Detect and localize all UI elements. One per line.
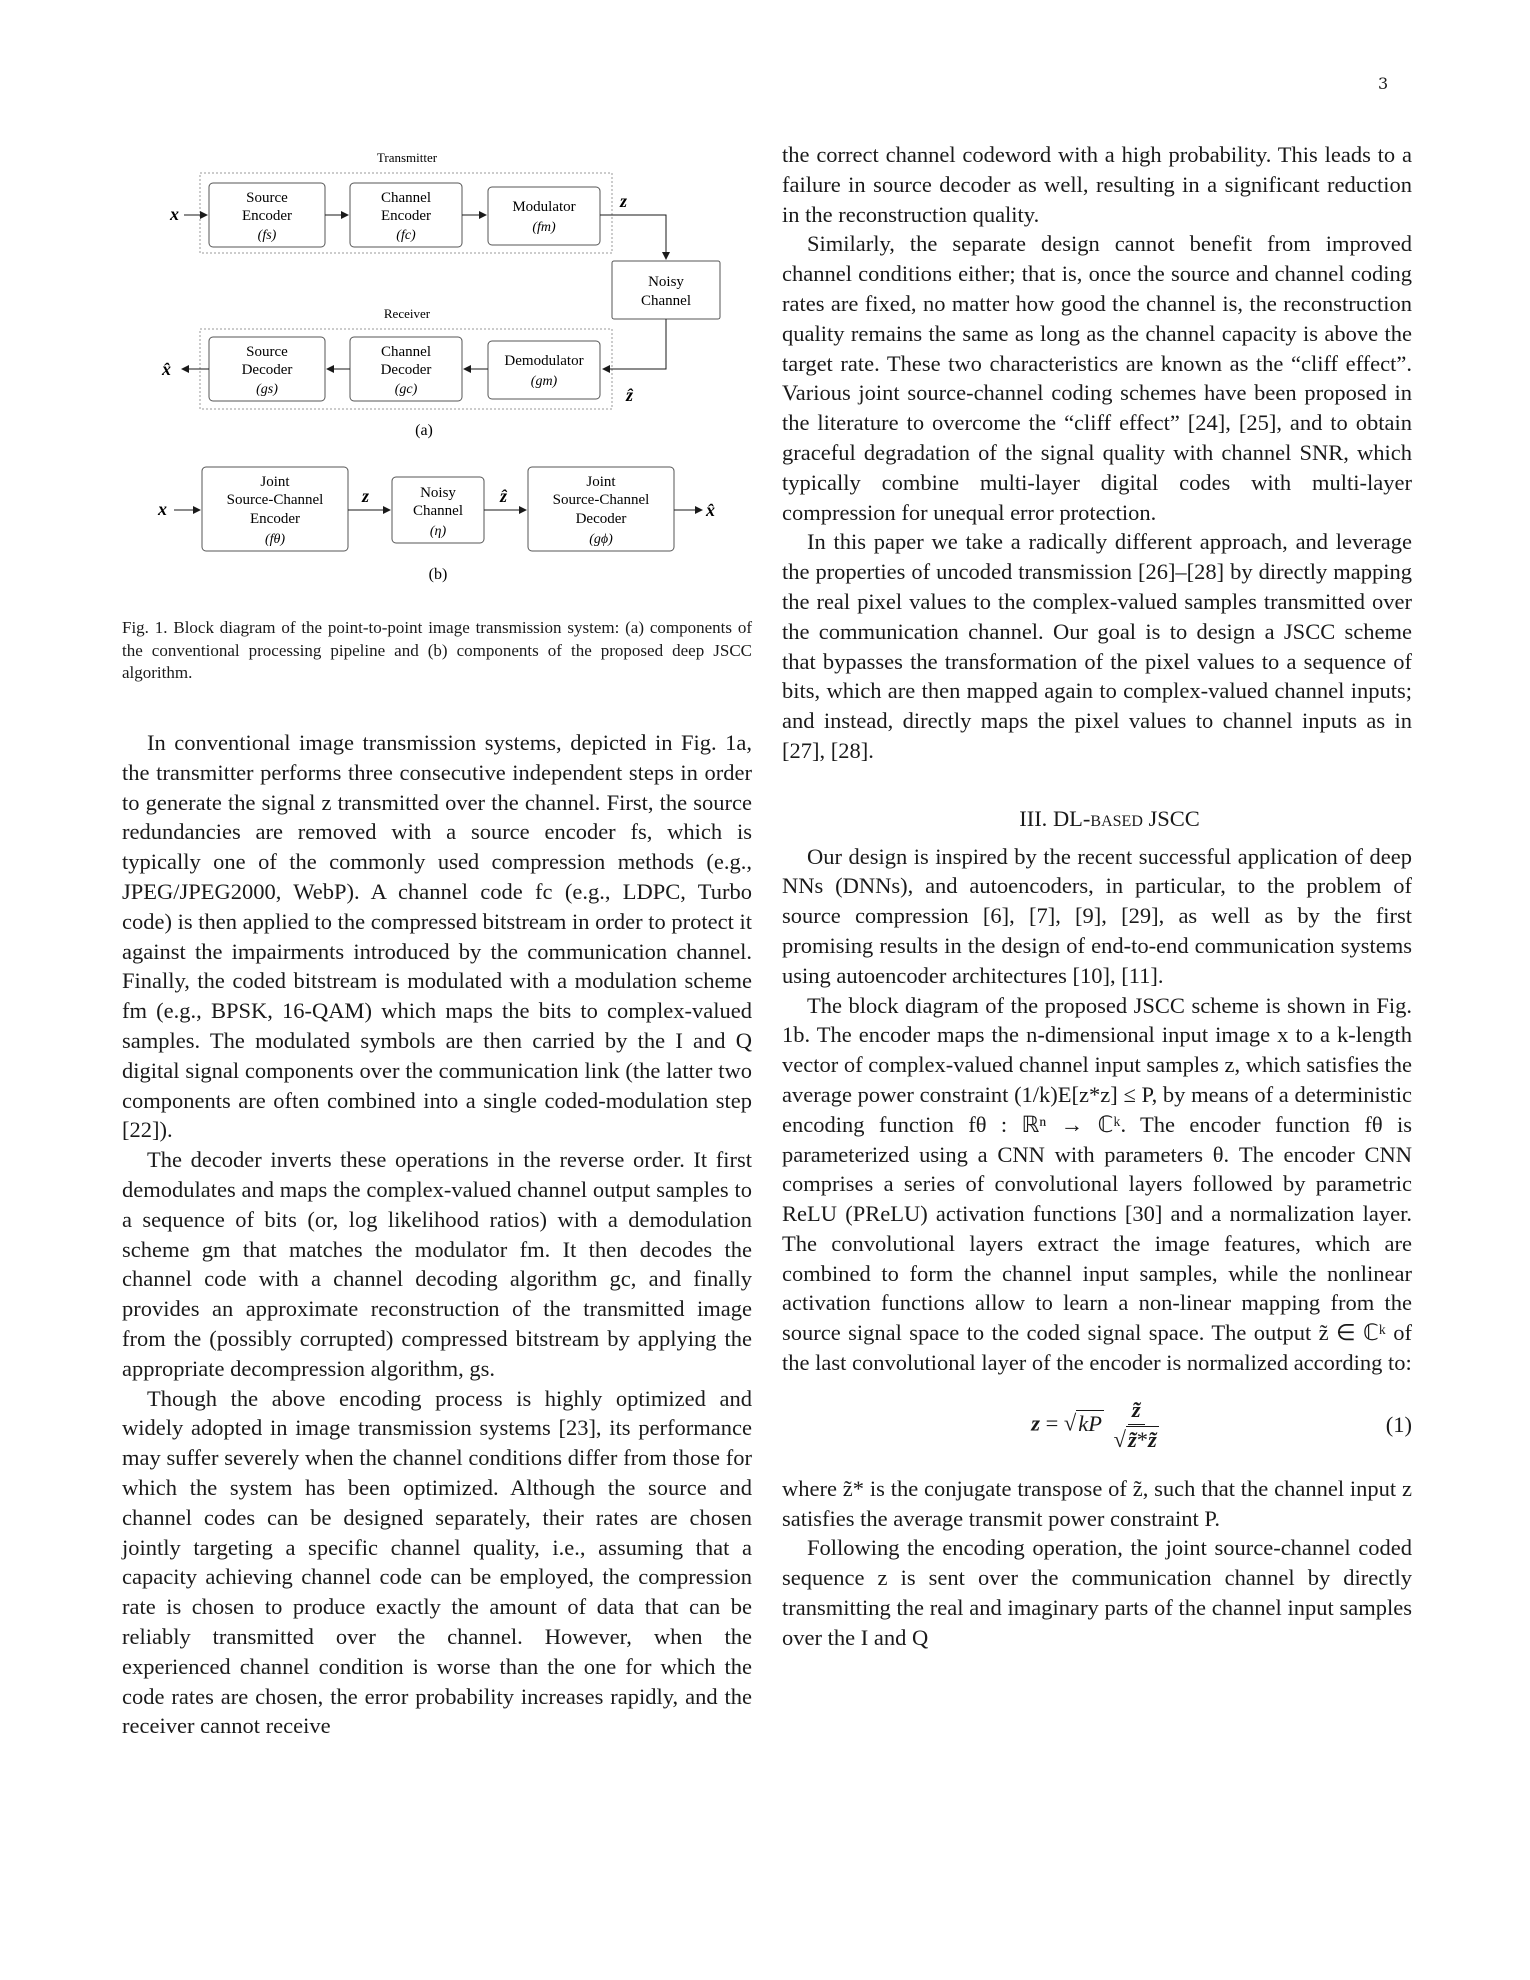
right-paragraph-7: Following the encoding operation, the joint source-channel coded sequence z is sent over the communication channel by directly transmitting the real and imaginary parts of the channel input samples over the I and Q xyxy=(782,1535,1412,1650)
source-encoder-line1: Source xyxy=(246,190,288,206)
equation-1-number: (1) xyxy=(1385,1411,1412,1437)
channel-decoder-line1: Channel xyxy=(381,344,431,360)
right-paragraph-3: In this paper we take a radically different approach, and leverage the properties of uncoded transmission [26]–[28] by directly mapping the real pixel values to the complex-valued samples transmitted over the communication channel. Our goal is to design a JSCC scheme that bypasses the transformation of the pixel values to a sequence of bits, which are then mapped again to complex-valued channel inputs; and instead, directly maps the pixel values to channel inputs as in [27], [28]. xyxy=(782,529,1412,763)
right-paragraph-6: where z̃* is the conjugate transpose of z̃, such that the channel input z satisfies the average transmit power constraint P. xyxy=(782,1475,1412,1531)
zhat-label-a: ẑ xyxy=(626,385,634,405)
source-encoder-line2: Encoder xyxy=(242,208,292,224)
left-paragraph-3: Though the above encoding process is highly optimized and widely adopted in image transmission systems [23], its performance may suffer severely when the channel conditions differ from those for which the system has been optimized. Although the source and channel codes can be designed separately, their rates are chosen jointly targeting a specific channel quality, i.e., assuming that a capacity achieving channel code can be employed, the compression rate is chosen to produce exactly the amount of data that can be reliably transmitted over the channel. However, when the experienced channel condition is worse than the one for which the code rates are chosen, the error probability increases rapidly, and the receiver cannot receive xyxy=(122,1385,752,1739)
section-number: III. xyxy=(1019,805,1048,831)
input-x-b: x xyxy=(158,499,167,519)
block-diagram-svg xyxy=(122,145,762,605)
channel-decoder-line3: (gc) xyxy=(394,382,418,397)
arrow-mod-to-channel xyxy=(600,215,666,259)
channel-encoder-line3: (fc) xyxy=(396,228,416,243)
left-column xyxy=(122,728,752,1741)
demodulator-line1: Demodulator xyxy=(504,353,584,369)
demodulator-line2: (gm) xyxy=(530,374,558,389)
receiver-label: Receiver xyxy=(383,306,431,321)
noisy-channel-b-line2: Channel xyxy=(413,503,463,519)
demodulator-box xyxy=(488,341,600,399)
jscc-decoder-line3: Decoder xyxy=(575,511,627,527)
zhat-label-b: ẑ xyxy=(500,486,508,506)
modulator-box xyxy=(488,187,600,245)
left-paragraph-2: The decoder inverts these operations in the reverse order. It first demodulates and maps the complex-valued channel output samples to a sequence of bits (or, log likelihood ratios) with a demodulation scheme gm that matches the modulator fm. It then decodes the channel code with a channel decoding algorithm gc, and finally provides an approximate reconstruction of the transmitted image from the (possibly corrupted) compressed bitstream by applying the appropriate decompression algorithm, gs. xyxy=(122,1147,752,1381)
equation-1-fraction: $\frac{z̃}{√z̃*z̃}$ xyxy=(1113,1397,1157,1453)
right-paragraph-1: the correct channel codeword with a high probability. This leads to a failure in source decoder as well, resulting in a significant reduction in the reconstruction quality. xyxy=(782,142,1412,227)
output-xhat-b: x̂ xyxy=(706,500,715,520)
section-title: DL-based JSCC xyxy=(1052,805,1200,831)
jscc-decoder-line2: Source-Channel xyxy=(552,492,650,508)
jscc-encoder-line1: Joint xyxy=(260,474,290,490)
jscc-encoder-line4: (fθ) xyxy=(264,532,286,547)
left-paragraph-1: In conventional image transmission systems, depicted in Fig. 1a, the transmitter performs three consecutive independent steps in order to generate the signal z transmitted over the channel. First, the source redundancies are removed with a source encoder fs, which is typically one of the commonly used compression methods (e.g., JPEG/JPEG2000, WebP). A channel code fc (e.g., LDPC, Turbo code) is then applied to the compressed bitstream in order to protect it against the impairments introduced by the communication channel. Finally, the coded bitstream is modulated with a modulation scheme fm (e.g., BPSK, 16-QAM) which maps the bits to complex-valued samples. The modulated symbols are then carried by the I and Q digital signal components over the communication link (the latter two components are often combined into a single coded-modulation step [22]). xyxy=(122,730,752,1143)
modulator-line2: (fm) xyxy=(532,220,556,235)
section-heading xyxy=(782,804,1412,834)
noisy-channel-box-a xyxy=(612,261,720,319)
noisy-channel-b-line1: Noisy xyxy=(420,485,456,501)
z-label-a: z xyxy=(620,191,628,211)
subfigure-a-label: (a) xyxy=(415,422,433,439)
source-decoder-line2: Decoder xyxy=(241,362,293,378)
right-column xyxy=(782,140,1412,1653)
jscc-decoder-line1: Joint xyxy=(586,474,616,490)
z-label-b: z xyxy=(362,486,370,506)
right-paragraph-5: The block diagram of the proposed JSCC scheme is shown in Fig. 1b. The encoder maps the n-dimensional input image x to a k-length vector of complex-valued channel input samples z, which satisfies the average power constraint (1/k)E[z*z] ≤ P, by means of a deterministic encoding function fθ : ℝⁿ → ℂᵏ. The encoder function fθ is parameterized using a CNN with parameters θ. The encoder CNN comprises a series of convolutional layers followed by parametric ReLU (PReLU) activation functions [30] and a normalization layer. The convolutional layers extract the image features, which are combined to form the channel input samples, while the nonlinear activation functions allow to learn a non-linear mapping from the source signal space to the coded signal space. The output z̃ ∈ ℂᵏ of the last convolutional layer of the encoder is normalized according to: xyxy=(782,992,1412,1376)
subfigure-b-label: (b) xyxy=(428,566,448,583)
equation-1 xyxy=(782,1386,1412,1466)
noisy-channel-a-line2: Channel xyxy=(641,293,691,309)
source-decoder-line3: (gs) xyxy=(256,382,278,397)
figure-caption xyxy=(122,617,752,685)
source-encoder-line3: (fs) xyxy=(257,228,277,243)
jscc-encoder-line3: Encoder xyxy=(250,511,300,527)
right-paragraph-4: Our design is inspired by the recent successful application of deep NNs (DNNs), and autoencoders, in particular, to the problem of source compression [6], [7], [9], [29], as well as by the first promising results in the design of end-to-end communication systems using autoencoder architectures [10], [11]. xyxy=(782,843,1412,988)
channel-decoder-line2: Decoder xyxy=(380,362,432,378)
equation-1-body: z = √kP $\frac{z̃}{√z̃*z̃}$ xyxy=(1031,1396,1163,1455)
input-x: x xyxy=(170,204,179,224)
channel-encoder-line2: Encoder xyxy=(381,208,431,224)
right-paragraph-2: Similarly, the separate design cannot benefit from improved channel conditions either; that is, once the source and channel coding rates are fixed, no matter how good the channel is, the reconstruction quality remains the same as long as the channel capacity is above the target rate. These two characteristics are known as the “cliff effect”. Various joint source-channel coding schemes have been proposed in the literature to overcome the “cliff effect” [24], [25], and to obtain graceful degradation of the signal quality with channel SNR, which typically combine multi-layer digital codes with multi-layer compression for unequal error protection. xyxy=(782,231,1412,525)
noisy-channel-b-line3: (η) xyxy=(429,524,447,539)
transmitter-label: Transmitter xyxy=(376,150,438,165)
noisy-channel-a-line1: Noisy xyxy=(648,274,684,290)
modulator-line1: Modulator xyxy=(512,199,576,215)
jscc-encoder-line2: Source-Channel xyxy=(226,492,324,508)
output-xhat-a: x̂ xyxy=(162,359,171,379)
figure-caption-text: Fig. 1. Block diagram of the point-to-point image transmission system: (a) components of the conventional processing pipeline and (b) components of the proposed deep JSCC algorithm. xyxy=(122,618,752,682)
jscc-decoder-line4: (gϕ) xyxy=(589,532,613,547)
source-decoder-line1: Source xyxy=(246,344,288,360)
page-number: 3 xyxy=(1378,74,1389,93)
channel-encoder-line1: Channel xyxy=(381,190,431,206)
block-diagram-figure xyxy=(122,145,762,605)
